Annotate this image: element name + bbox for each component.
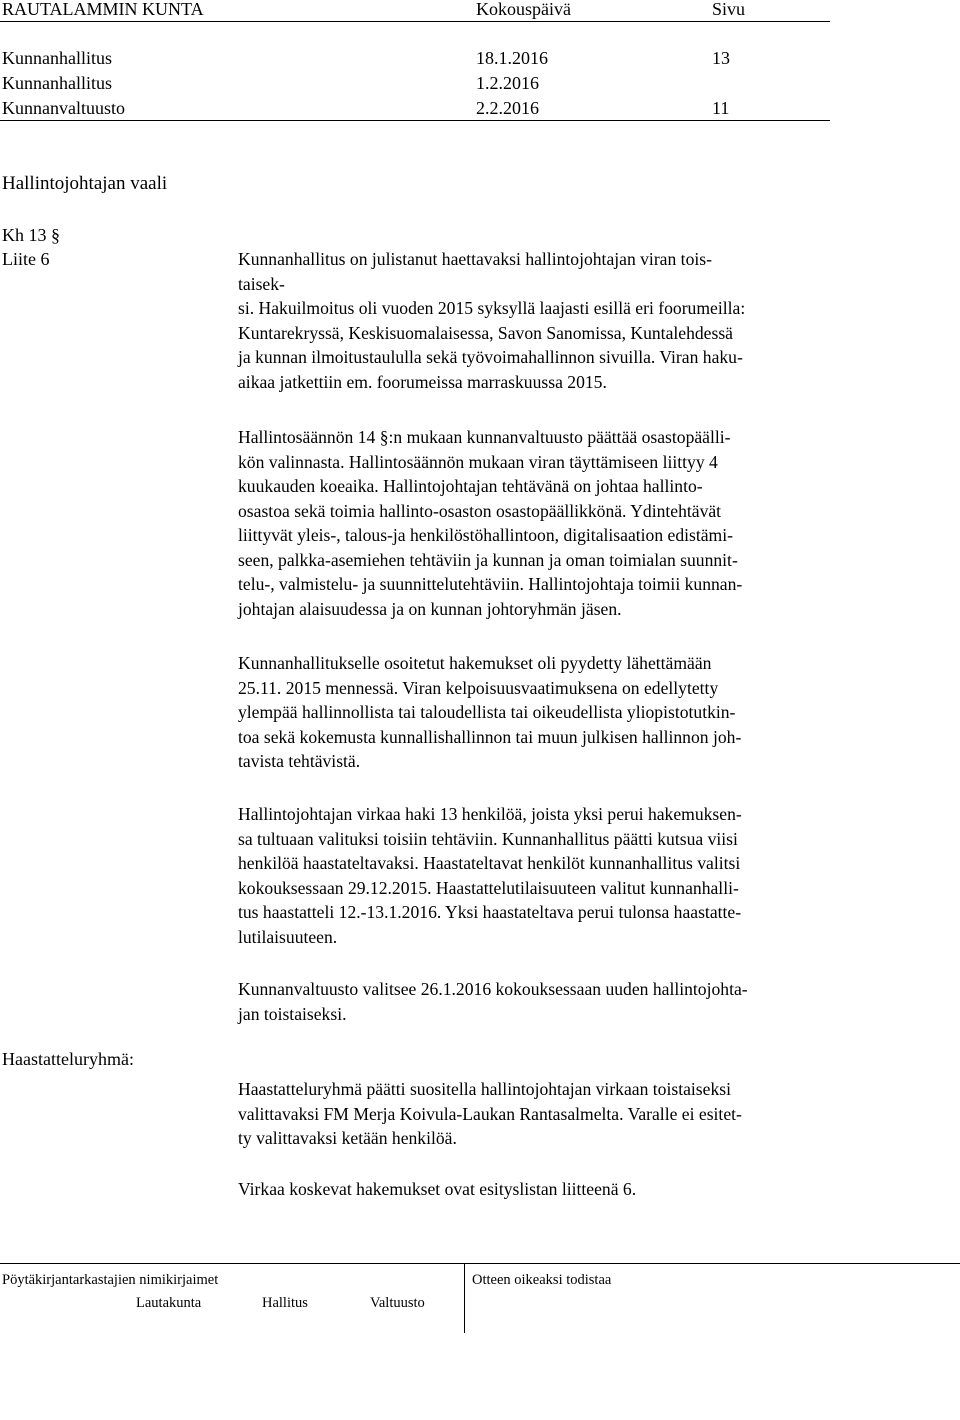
text-line: Kunnanhallitukselle osoitetut hakemukset oli pyydetty lähettämään	[238, 653, 712, 673]
text-line: si. Hakuilmoitus oli vuoden 2015 syksyllä laajasti esillä eri foorumeilla:	[238, 298, 746, 318]
meeting-date-label: Kokouspäivä	[476, 0, 571, 19]
header-row-date: 18.1.2016	[476, 48, 548, 68]
header-row-date: 1.2.2016	[476, 73, 539, 93]
text-line: Hallintojohtajan virkaa haki 13 henkilöä, joista yksi perui hakemuksen-	[238, 804, 742, 824]
footer-body-label: Hallitus	[262, 1295, 308, 1311]
header-row-page: 11	[712, 98, 730, 118]
text-line: Virkaa koskevat hakemukset ovat esityslistan liitteenä 6.	[238, 1179, 637, 1199]
certified-label: Otteen oikeaksi todistaa	[472, 1272, 612, 1288]
header-row-page: 13	[712, 48, 730, 68]
header-rule	[0, 21, 830, 22]
text-line: ylempää hallinnollista tai taloudellista tai oikeudellista yliopistotutkin-	[238, 702, 736, 722]
footer-body-label: Valtuusto	[370, 1295, 425, 1311]
text-line: Kunnanhallitus on julistanut haettavaksi hallintojohtajan viran tois-	[238, 249, 712, 269]
text-line: kokouksessaan 29.12.2015. Haastattelutilaisuuteen valitut kunnanhalli-	[238, 877, 739, 898]
text-line: henkilöä haastateltavaksi. Haastateltavat henkilöt kunnanhallitus valitsi	[238, 853, 741, 873]
header-row-body: Kunnanhallitus	[2, 48, 112, 68]
section-title: Hallintojohtajan vaali	[2, 173, 168, 194]
text-line: liittyvät yleis-, talous-ja henkilöstöhallintoon, digitalisaation edistämi-	[238, 525, 733, 545]
text-line: valittavaksi FM Merja Koivula-Laukan Rantasalmelta. Varalle ei esitet-	[238, 1103, 742, 1124]
text-line: aikaa jatkettiin em. foorumeissa marraskuussa 2015.	[238, 371, 607, 392]
text-line: telu-, valmistelu- ja suunnittelutehtäviin. Hallintojohtaja toimii kunnan-	[238, 574, 743, 594]
header-row-body: Kunnanhallitus	[2, 73, 112, 93]
text-line: Haastatteluryhmä päätti suositella hallintojohtajan virkaan toistaiseksi	[238, 1079, 731, 1099]
footer-body-label: Lautakunta	[136, 1295, 202, 1311]
text-line: ja kunnan ilmoitustaululla sekä työvoimahallinnon sivuilla. Viran haku-	[238, 347, 743, 367]
text-line: Hallintosäännön 14 §:n mukaan kunnanvaltuusto päättää osastopäälli-	[238, 427, 731, 447]
footer-divider	[464, 1263, 465, 1333]
text-line: tus haastatteli 12.-13.1.2016. Yksi haastateltava perui tulonsa haastatte-	[238, 902, 742, 922]
text-line: Kunnanvaltuusto valitsee 26.1.2016 kokouksessaan uuden hallintojohta-	[238, 979, 748, 999]
footer-top-rule	[0, 1263, 960, 1264]
paragraph-2	[238, 425, 878, 621]
text-line: sa tultuaan valituksi toisiin tehtäviin. Kunnanhallitus päätti kutsua viisi	[238, 828, 738, 849]
text-line: Kuntarekryssä, Keskisuomalaisessa, Savon Sanomissa, Kuntalehdessä	[238, 322, 733, 343]
text-line: tavista tehtävistä.	[238, 751, 361, 771]
attachment-reference: Liite 6	[2, 249, 50, 269]
text-line: johtajan alaisuudessa ja on kunnan johtoryhmän jäsen.	[238, 598, 622, 619]
text-line: toa sekä kokemusta kunnallishallinnon tai muun julkisen hallinnon joh-	[238, 726, 742, 747]
org-name: RAUTALAMMIN KUNTA	[2, 0, 204, 19]
signatures-label: Pöytäkirjantarkastajien nimikirjaimet	[2, 1272, 219, 1288]
side-label: Haastatteluryhmä:	[2, 1049, 134, 1069]
kh-reference: Kh 13 §	[2, 225, 60, 245]
text-line: seen, palkka-asemiehen tehtäviin ja kunnan ja oman toimialan suunnit-	[238, 549, 738, 570]
text-line: 25.11. 2015 mennessä. Viran kelpoisuusvaatimuksena on edellytetty	[238, 677, 719, 698]
paragraph-3	[238, 651, 878, 774]
paragraph-7	[238, 1177, 878, 1202]
paragraph-5	[238, 977, 878, 1026]
text-line: taisek-	[238, 273, 285, 294]
paragraph-1	[238, 247, 878, 394]
text-line: lutilaisuuteen.	[238, 926, 338, 947]
page-label: Sivu	[712, 0, 746, 19]
header-bottom-rule	[0, 120, 830, 121]
text-line: kön valinnasta. Hallintosäännön mukaan viran täyttämiseen liittyy 4	[238, 451, 718, 472]
paragraph-4	[238, 802, 878, 949]
paragraph-6	[238, 1077, 878, 1151]
text-line: jan toistaiseksi.	[238, 1003, 347, 1024]
header-row-body: Kunnanvaltuusto	[2, 98, 125, 118]
text-line: ty valittavaksi ketään henkilöä.	[238, 1128, 457, 1148]
header-row-date: 2.2.2016	[476, 98, 539, 118]
text-line: kuukauden koeaika. Hallintojohtajan tehtävänä on johtaa hallinto-	[238, 476, 703, 496]
text-line: osastoa sekä toimia hallinto-osaston osastopäällikkönä. Ydintehtävät	[238, 500, 722, 521]
